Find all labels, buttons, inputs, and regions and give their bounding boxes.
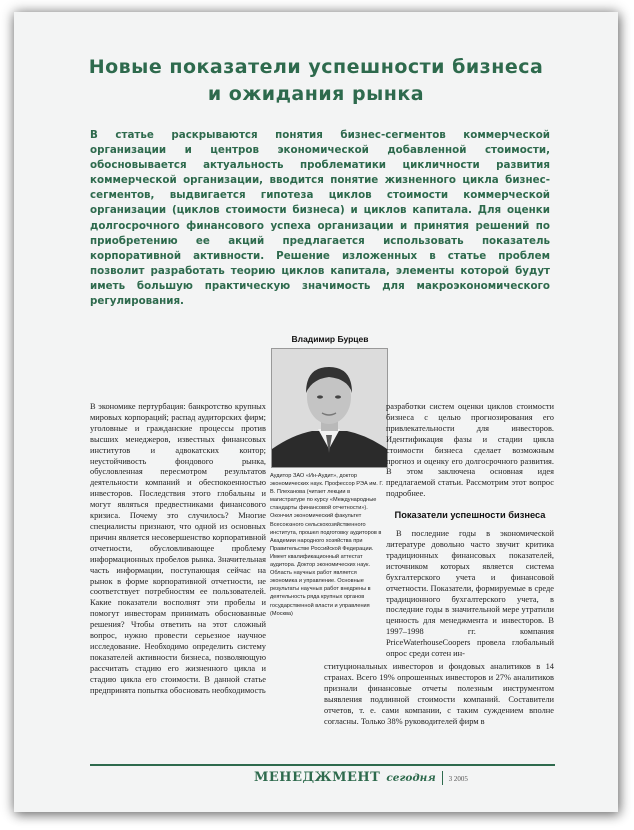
footer-divider [442,771,443,785]
left-column-text: В экономике пертурбация: банкротство крупных мировых корпораций; распад аудиторских фирм; уголовные и гражданские процессы против высших менеджеров, известных финансовых институтов и адвокатских контор; неустойчивость фондового рынка, обусловленная пересмотром результатов деятельности компаний и обеспокоенностью инвесторов. Последствия этого глобальны и могут являться предвестниками финансового кризиса. Почему это случилось? Многие специалисты признают, что одной из основных причин является несовершенство корпоративной отчетности, обусловливающее проблему информационных пробелов рынка. Значительная часть информации, поступающая сейчас на рынок в форме корпоративной отчетности, не соответствует потребностям ее пользователей. Какие показатели восполнят эти пробелы и помогут инвесторам принимать обоснованные решения? Чтобы ответить на этот сложный вопрос, нужно провести серьезное научное исследование. Необходимо определить систему показателей активности бизнеса, позволяющую рассчитать стадию его жизненного цикла и стадию цикла его стоимости. В данной статье предпринята попытка обосновать необходимость [90,402,266,695]
issue-number: 3 2005 [448,775,468,783]
author-name: Владимир Бурцев [291,334,369,344]
author-photo [271,348,388,468]
article-lead: В статье раскрываются понятия бизнес-сегментов коммерческой организации и центров экономической добавленной стоимости, обосновывается актуальность проблематики цикличности развития коммерческой организации, вводится понятие жизненного цикла бизнес-сегментов, выдвигается гипотеза циклов стоимости коммерческой организации (циклов стоимости бизнеса) и циклов капитала. Для оценки долгосрочного финансового успеха организации и принятия решений по приобретению ее акций предлагается использовать показатель корпоративной активности. Решение изложенных в статье проблем позволит разработать теорию циклов капитала, элементы которой будут иметь большую практическую значимость для макроэкономического регулирования. [90,129,550,308]
body-column-left [90,402,266,696]
magazine-logo-sub: сегодня [386,772,436,784]
right-column-text-2: В последние годы в экономической литературе довольно часто звучит критика традиционных финансовых показателей, источником которых является система бухгалтерского учета и финансовой отчетности. Показатели, формируемые в среде традиционного бухгалтерского учета, в последние годы в значительной мере утратили ценность для менеджмента и инвесторов. В 1997–1998 гг. компания PriceWaterhouseCoopers провела глобальный опрос среди сотен ин- [386,529,554,659]
article-title [14,54,618,108]
page-footer [254,770,468,785]
footer-rule [90,764,555,766]
body-column-right [386,402,554,660]
author-bio: Аудитор ЗАО «Ин-Аудит», доктор экономических наук. Профессор РЭА им. Г. В. Плеханова (читает лекции в магистратуре по курсу «Международные стандарты финансовой отчетности»). Окончил экономический факультет Всесоюзного сельскохозяйственного института, прошел подготовку аудиторов в Академии народного хозяйства при Правительстве Российской Федерации. Имеет квалификационный аттестат аудитора. Доктор экономических наук. Область научных работ является экономика и управление. Основные результаты научных работ внедрены в деятельность ряда крупных органов государственной власти и управления (Москва) [270,473,384,617]
right-column-text-1: разработки систем оценки циклов стоимости бизнеса с целью прогнозирования его привлекательности для инвесторов. Идентификация фазы и стадии цикла стоимости бизнеса сделает возможным прогноз и оценку его долгосрочного развития. В этом заключена основная идея предлагаемой статьи. Рассмотрим этот вопрос подробнее. [386,402,554,499]
title-line-1: Новые показатели успешности бизнеса [88,56,544,78]
magazine-logo: МЕНЕДЖМЕНТ [254,770,381,785]
section-heading: Показатели успешности бизнеса [394,510,546,521]
body-bottom-text: ституциональных инвесторов и фондовых аналитиков в 14 странах. Всего 19% опрошенных инвесторов и 27% аналитиков признали финансовые отчеты полезным инструментом выявления подлинной стоимости компаний. Составители отчетов, т. е. сами компании, с таким суждением вполне согласны. Только 38% руководителей фирм в [324,662,554,726]
magazine-page [14,12,618,812]
title-line-2: и ожидания рынка [207,83,425,105]
author-portrait-image [272,349,387,467]
